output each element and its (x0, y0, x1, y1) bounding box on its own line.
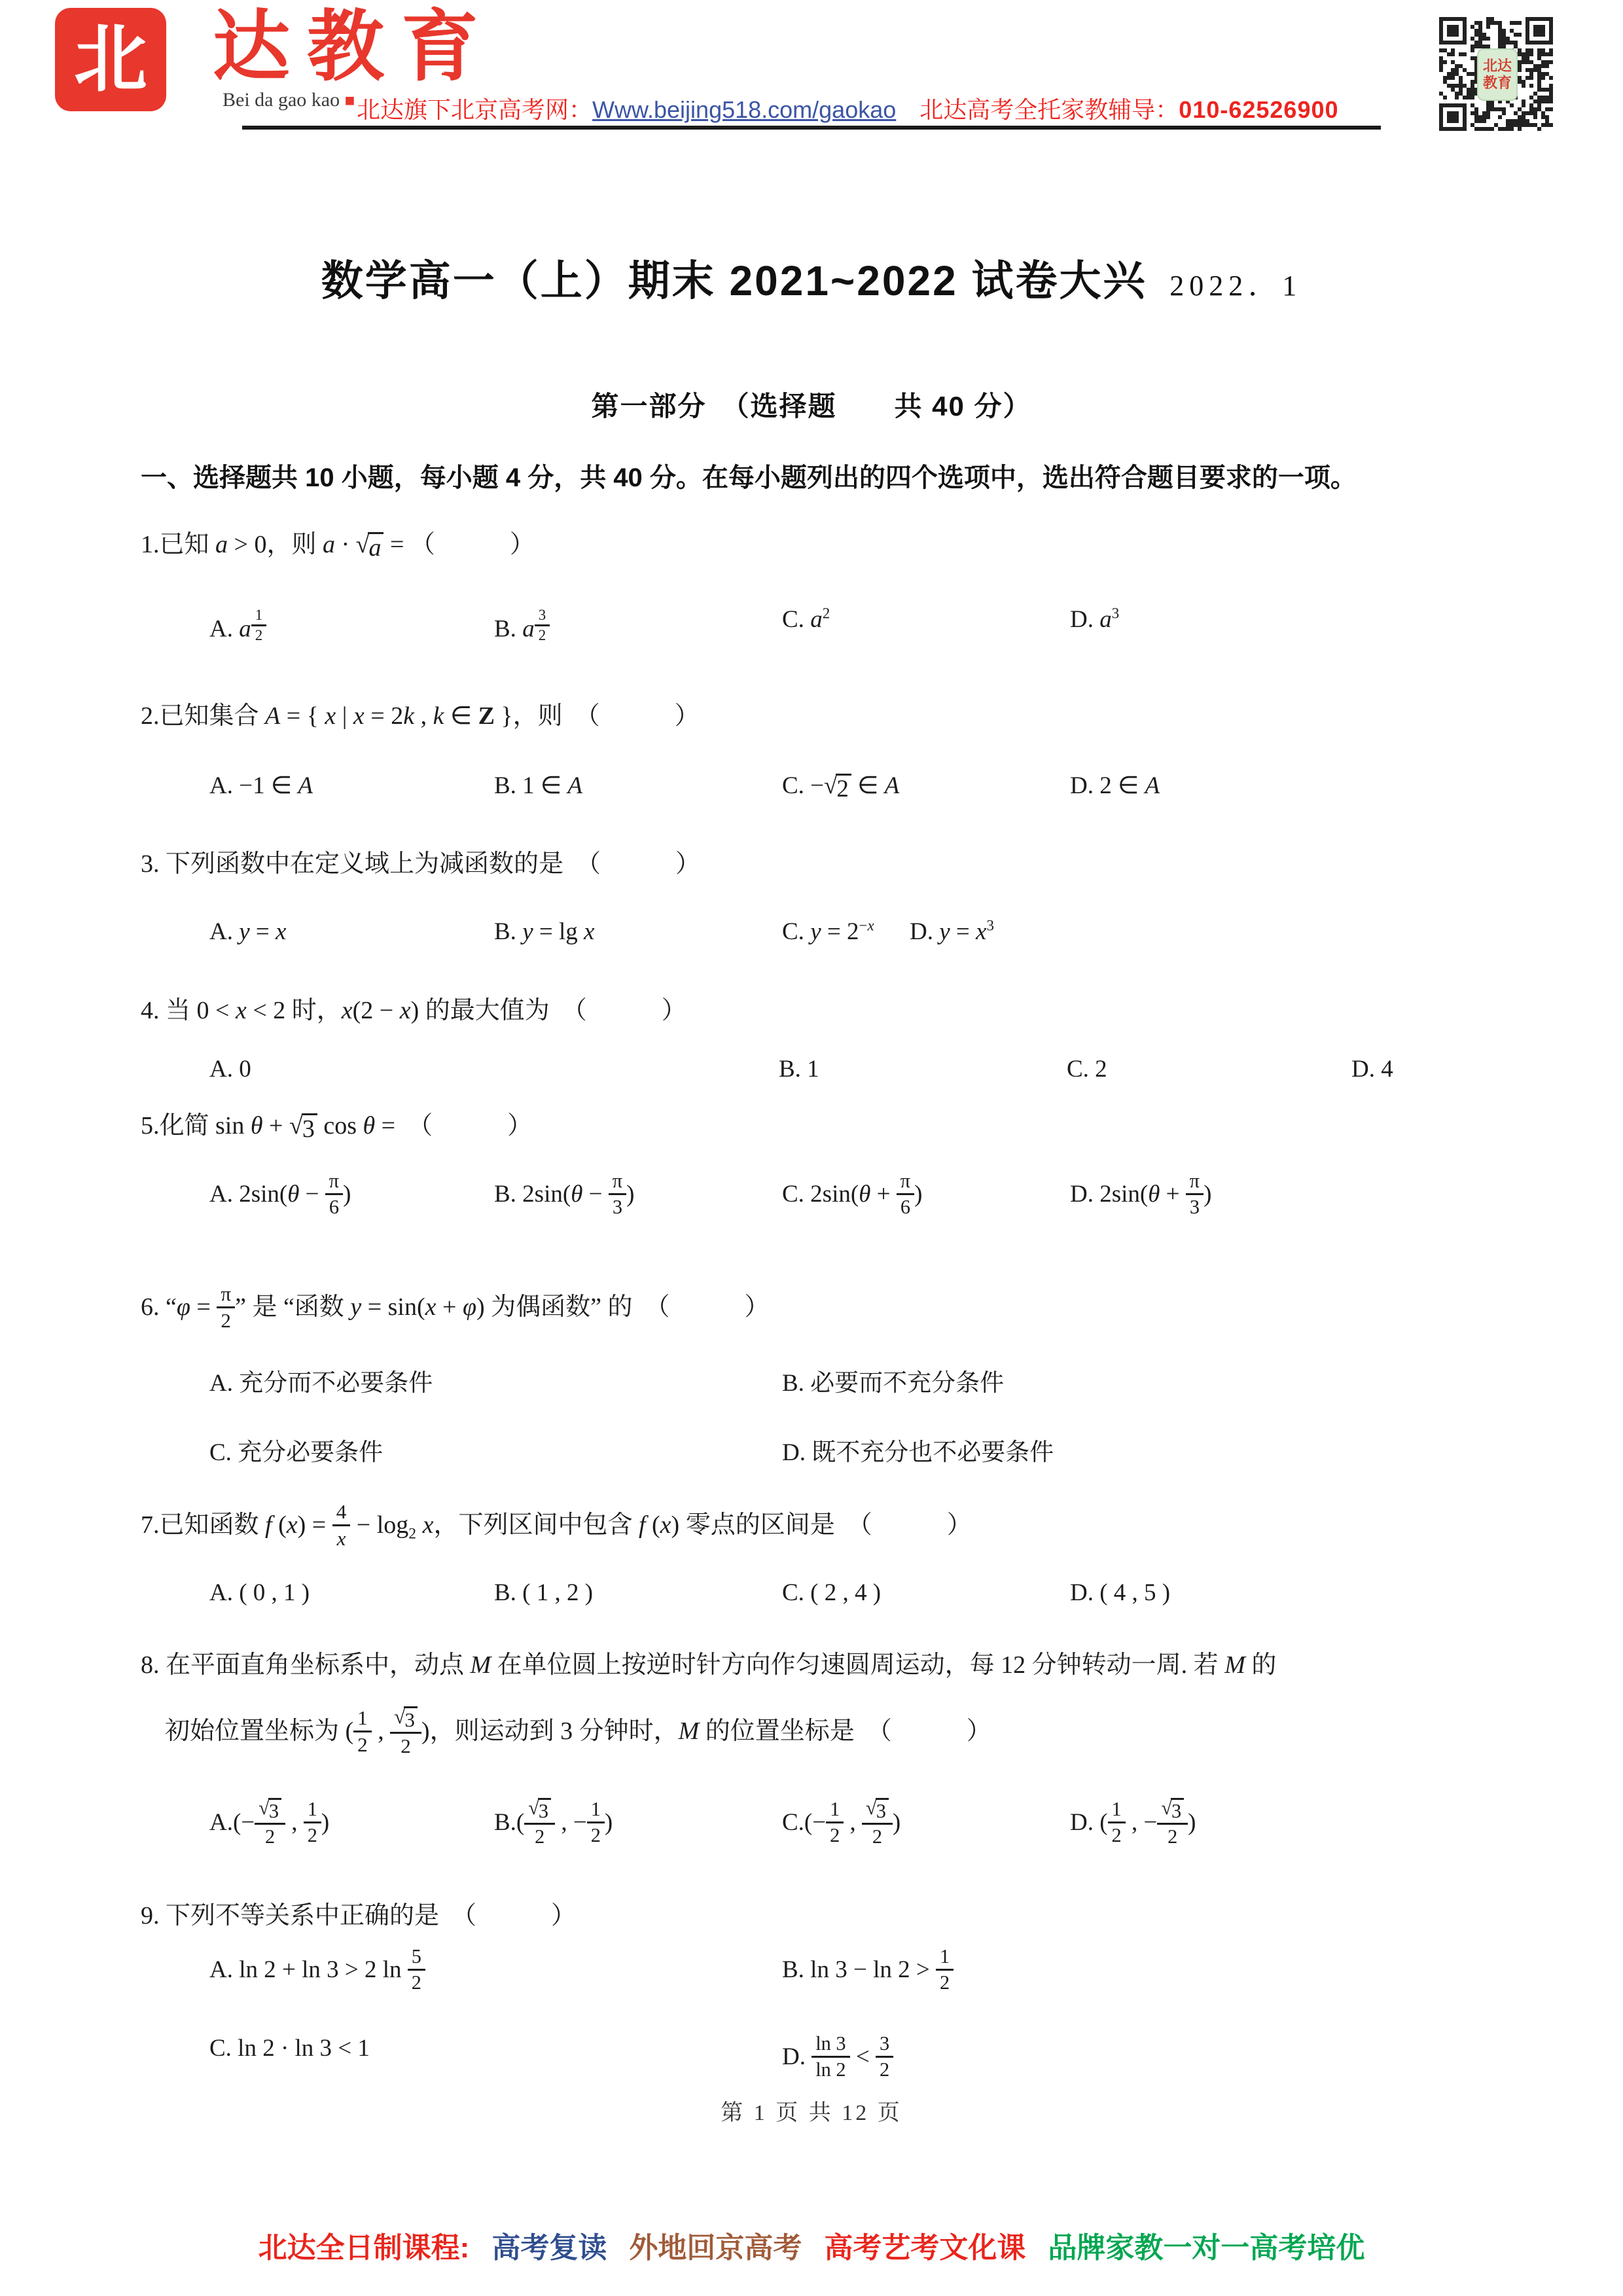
question-5-option-d: D. 2sin(θ + $\frac{\pi}{3}$ ) (1070, 1170, 1212, 1218)
question-1-option-d: D. $a^3$ (1070, 605, 1120, 633)
qr-label-line2: 教育 (1482, 75, 1512, 91)
question-5-option-a: A. 2sin(θ − $\frac{\pi}{6}$ ) (209, 1170, 351, 1218)
question-4-option-d: D. 4 (1351, 1056, 1393, 1083)
question-3-option-b: B. y = lg x (494, 918, 595, 945)
promo-segment: 品牌家教一对一高考培优 (1048, 2232, 1365, 2264)
question-1-option-c: C. $a^2$ (782, 605, 830, 633)
question-7-option-c: C. ( 2 , 4 ) (782, 1579, 882, 1606)
question-9-stem: 9. 下列不等关系中正确的是 （ ） (141, 1902, 577, 1929)
question-9-option-b: B. ln 3 − ln 2 > $\frac{1}{2}$ (782, 1947, 954, 1996)
promo-segment: 高考复读 (491, 2232, 607, 2264)
question-2-stem: 2.已知集合 A = { x | x = 2k , k ∈ Z }，则 （ ） (141, 702, 700, 730)
question-7-option-d: D. ( 4 , 5 ) (1070, 1579, 1171, 1606)
question-5-stem: 5.化简 sin θ + √ 3 cos θ = （ ） (141, 1112, 533, 1143)
page-title-main: 数学高一（上）期末 2021~2022 试卷大兴 (321, 257, 1147, 304)
logo-tagline (223, 89, 355, 111)
question-8-options (141, 1799, 1489, 1877)
question-5-option-c: C. 2sin(θ + $\frac{\pi}{6}$ ) (782, 1170, 923, 1218)
contact-prefix: 北达旗下北京高考网： (357, 96, 593, 123)
question-8-option-b: B.( √ 3 2 , − $\frac{1}{2}$ ) (494, 1797, 613, 1848)
contact-phone: 010-62526900 (1179, 96, 1339, 123)
question-3-option-a: A. y = x (209, 918, 287, 945)
header-contact-line (357, 92, 1339, 125)
question-1-stem: 1.已知 a > 0，则 a · √ a = （ ） (141, 531, 535, 562)
question-2-option-c: C. − √ 2 ∈ A (782, 772, 900, 802)
qr-code (1436, 14, 1556, 134)
question-4-option-b: B. 1 (779, 1056, 819, 1083)
logo-brand-text: 达教育 (213, 5, 496, 90)
question-3-stem: 3. 下列函数中在定义域上为减函数的是 （ ） (141, 850, 701, 878)
question-6-option-b: B. 必要而不充分条件 (782, 1370, 1005, 1397)
question-5-options (141, 1172, 1489, 1250)
question-8-option-a: A.(− √ 3 2 , $\frac{1}{2}$ ) (209, 1797, 330, 1848)
question-3-options (141, 918, 1489, 996)
question-4-stem: 4. 当 0 < x < 2 时，x(2 − x) 的最大值为 （ ） (141, 997, 687, 1024)
question-4-option-a: A. 0 (209, 1056, 251, 1083)
page-title (0, 247, 1623, 308)
question-1-options (141, 605, 1489, 684)
gaokao-link[interactable]: Www.beijing518.com/gaokao (592, 96, 897, 123)
contact-middle: 北达高考全托家教辅导： (896, 96, 1179, 123)
section-instruction: 一、选择题共 10 小题，每小题 4 分，共 40 分。在每小题列出的四个选项中，选出符合题目要求的一项。 (141, 463, 1357, 492)
qr-label-line1: 北达 (1482, 57, 1512, 74)
question-5-option-b: B. 2sin(θ − $\frac{\pi}{3}$ ) (494, 1170, 635, 1218)
logo-red-square-icon: ■ (344, 91, 355, 110)
question-1-option-b: B. a $^{\frac{3}{2}}$ (494, 605, 550, 643)
promo-footer (0, 2224, 1623, 2266)
question-6-option-a: A. 充分而不必要条件 (209, 1370, 433, 1397)
page-title-date: 2022．1 (1169, 270, 1302, 302)
part-heading: 第一部分 （选择题 共 40 分） (591, 391, 1032, 422)
logo-tagline-text: Bei da gao kao (223, 89, 340, 111)
question-7-option-a: A. ( 0 , 1 ) (209, 1579, 310, 1606)
question-6-stem: 6. “φ = $\frac{\pi}{2}$ ” 是 “函数 y = sin(x + φ) 为偶函数” 的 （ ） (141, 1282, 770, 1332)
question-2-option-a: A. −1 ∈ A (209, 772, 313, 799)
question-9-option-d: D. $\frac{\ln 3}{\ln 2}$ < $\frac{3}{2}$ (782, 2034, 893, 2083)
question-7-stem: 7.已知函数 f (x) = $\frac{4}{x}$ − $\log_2 x$，下列区间中包含 f (x) 零点的区间是 （ ） (141, 1500, 972, 1550)
promo-segment: 北达全日制课程: (258, 2232, 470, 2264)
question-9-option-c: C. ln 2 · ln 3 < 1 (209, 2035, 370, 2062)
logo-seal-character: 北 (74, 18, 147, 100)
question-1-option-a: A. a $^{\frac{1}{2}}$ (209, 605, 266, 643)
question-2-option-b: B. 1 ∈ A (494, 772, 583, 799)
question-8-option-d: D. ( $\frac{1}{2}$ , − √ 3 2 ) (1070, 1797, 1196, 1848)
qr-center-label (1477, 48, 1518, 101)
question-7-option-b: B. ( 1 , 2 ) (494, 1579, 594, 1606)
promo-segment: 高考艺考文化课 (824, 2232, 1026, 2264)
promo-segment: 外地回京高考 (629, 2232, 802, 2264)
question-6-option-d: D. 既不充分也不必要条件 (782, 1439, 1054, 1466)
header-divider (242, 126, 1381, 130)
question-4-option-c: C. 2 (1067, 1056, 1107, 1083)
question-3-option-d: D. $y = x^3$ (910, 917, 994, 945)
question-3-option-c: C. $y = 2^{-x}$ (782, 917, 874, 945)
question-8-stem-line2: 初始位置坐标为 ( $\frac{1}{2}$ , √ 3 2 )，则运动到 3 分钟时，M 的位置坐标是 （ ） (165, 1705, 991, 1757)
question-6-options-row1 (141, 1363, 1489, 1425)
question-6-option-c: C. 充分必要条件 (209, 1439, 383, 1466)
question-6-options-row2 (141, 1432, 1489, 1494)
question-9-options-row1 (141, 1947, 1489, 2026)
page-number: 第 1 页 共 12 页 (721, 2101, 902, 2125)
question-8-stem-line1: 8. 在平面直角坐标系中，动点 M 在单位圆上按逆时针方向作匀速圆周运动，每 12 分钟转动一周. 若 M 的 (141, 1651, 1277, 1679)
question-2-options (141, 771, 1489, 850)
question-8-option-c: C.(− $\frac{1}{2}$ , √ 3 2 ) (782, 1797, 901, 1848)
question-9-option-a: A. ln 2 + ln 3 > 2 ln $\frac{5}{2}$ (209, 1947, 425, 1996)
logo-seal (58, 10, 164, 109)
question-2-option-d: D. 2 ∈ A (1070, 772, 1160, 799)
